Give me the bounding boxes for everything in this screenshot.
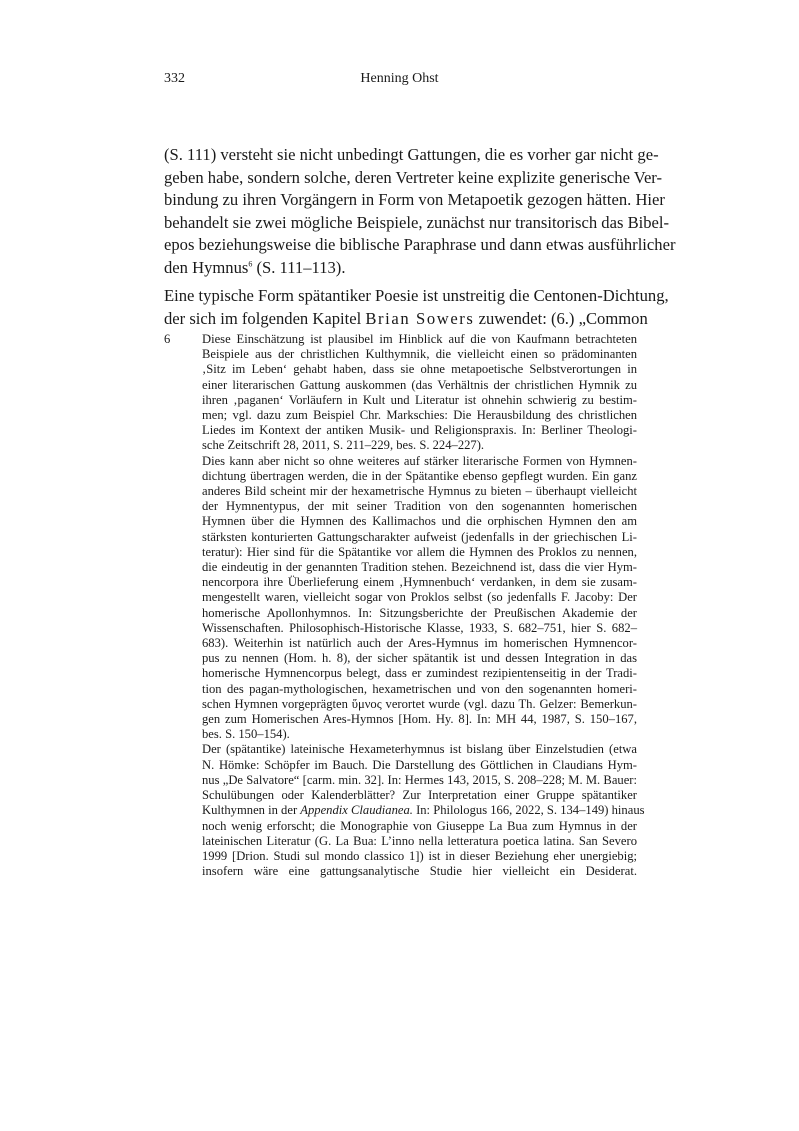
text-line bbox=[164, 257, 637, 280]
footnote-line: homerische Hymnencorpus belegt, dass er zumindest rezipientenseitig in der Tradi- bbox=[202, 666, 637, 681]
footnote-line: gen zum Homerischen Ares-Hymnos [Hom. Hy. 8]. In: MH 44, 1987, S. 150–167, bbox=[202, 712, 637, 727]
text-line: bindung zu ihren Vorgängern in Form von Metapoetik gezogen hätten. Hier bbox=[164, 190, 665, 210]
text-span: den Hymnus bbox=[164, 257, 249, 277]
footnote-line: sche Zeitschrift 28, 2011, S. 211–229, bes. S. 224–227). bbox=[202, 438, 485, 453]
text-line: geben habe, sondern solche, deren Vertreter keine explizite generische Ver- bbox=[164, 167, 663, 187]
footnote-line: nencorpora ihre Überlieferung einem ‚Hymnenbuch‘ verdanken, in dem sie zusam- bbox=[202, 575, 637, 590]
footnote-number: 6 bbox=[164, 332, 171, 346]
footnote-line: Hymnen über die Hymnen des Kallimachos und die orphischen Hymnen den am bbox=[202, 514, 637, 529]
footnote-line: 683). Weiterhin ist natürlich auch der Ares-Hymnus im homerischen Hymnencor- bbox=[202, 636, 637, 651]
body-paragraph-1 bbox=[164, 144, 676, 280]
footnote-line: mengestellt waren, vielleicht sogar von Proklos selbst (so jedenfalls F. Jacoby: Der bbox=[202, 590, 637, 605]
text-line: behandelt sie zwei mögliche Beispiele, zunächst nur transitorisch das Bibel- bbox=[164, 212, 670, 232]
footnote-line: dichtung übertragen werden, die in der Spätantike ebenso gepflegt wurden. Ein ganz bbox=[202, 468, 637, 483]
footnote-line: lateinischen Literatur (G. La Bua: L’inno nella letteratura poetica latina. San Severo bbox=[202, 833, 637, 848]
italic-title: Appendix Claudianea. bbox=[300, 803, 413, 818]
text-line: epos beziehungsweise die biblische Paraphrase und dann etwas ausführlicher bbox=[164, 235, 676, 255]
footnote-line: 1999 [Drion. Studi sul mondo classico 1]) ist in dieser Beziehung eher unergiebig; bbox=[202, 848, 637, 863]
footnote-line: insofern wäre eine gattungsanalytische Studie hier vielleicht ein Desiderat. bbox=[202, 864, 637, 879]
text-span: der sich im folgenden Kapitel bbox=[164, 308, 362, 328]
text-span: In: Philologus 166, 2022, S. 134–149) hinaus bbox=[412, 803, 645, 818]
footnote-line: bes. S. 150–154). bbox=[202, 727, 290, 742]
footnote-line bbox=[202, 803, 645, 818]
footnote-line: Schulübungen oder Kalenderblätter? Zur Interpretation einer Gruppe spätantiker bbox=[202, 788, 637, 803]
footnote-line: Dies kann aber nicht so ohne weiteres auf stärker literarische Formen von Hymnen- bbox=[202, 453, 637, 468]
footnote-line: ihren ‚paganen‘ Vorläufern in Kult und Literatur ist ohnehin schwierig zu bestim- bbox=[202, 392, 637, 407]
footnote-line: homerische Apollonhymnos. In: Sitzungsberichte der Preußischen Akademie der bbox=[202, 605, 637, 620]
text-line: Eine typische Form spätantiker Poesie ist unstreitig die Centonen-Dichtung, bbox=[164, 286, 669, 305]
footnote-line: die eindeutig in der genannten Tradition stehen. Bezeichnend ist, dass die vier Hym- bbox=[202, 560, 637, 575]
footnote-line: anderes Bild scheint mir der hexametrische Hymnus zu bieten – überhaupt vielleicht bbox=[202, 484, 637, 499]
text-span: Kulthymnen in der bbox=[202, 803, 301, 818]
footnote-line: Der (spätantike) lateinische Hexameterhymnus ist bislang über Einzelstudien (etwa bbox=[202, 742, 637, 757]
footnote-ref-6[interactable]: 6 bbox=[248, 259, 253, 269]
footnote-text bbox=[202, 332, 645, 879]
footnote-line: N. Hömke: Schöpfer im Bauch. Die Darstellung des Göttlichen in Claudians Hym- bbox=[202, 757, 637, 772]
body-paragraph-2 bbox=[164, 285, 669, 330]
footnote-line: tion des pagan-mythologischen, hexametrischen und von den sogenannten homeri- bbox=[202, 681, 637, 696]
text-span: zuwendet: (6.) „Common bbox=[478, 308, 648, 328]
footnote-line: schen Hymnen vorgeprägten ὕμνος verortet wurde (vgl. dazu Th. Gelzer: Bemerkun- bbox=[202, 696, 637, 711]
author-name: Brian Sowers bbox=[365, 308, 475, 328]
footnote-line: pus zu nennen (Hom. h. 8), der sicher spätantik ist und dessen Integration in das bbox=[202, 651, 637, 666]
footnote-line: nus „De Salvatore“ [carm. min. 32]. In: Hermes 143, 2015, S. 208–228; M. M. Bauer: bbox=[202, 772, 637, 787]
footnote-line: teratur): Hier sind für die Spätantike vor allem die Hymnen des Proklos zu nennen, bbox=[202, 544, 637, 559]
footnote-line: ‚Sitz im Leben‘ gehabt haben, dass sie ohne metapoetische Selbstverortungen in bbox=[202, 362, 637, 377]
text-line: (S. 111) versteht sie nicht unbedingt Gattungen, die es vorher gar nicht ge- bbox=[164, 145, 659, 164]
footnote-line: Liedes im Kontext der antiken Musik- und Religionspraxis. In: Berliner Theologi- bbox=[202, 423, 637, 438]
running-head: Henning Ohst bbox=[360, 71, 439, 86]
footnote-line: men; vgl. dazu zum Beispiel Chr. Markschies: Die Herausbildung des christlichen bbox=[202, 408, 637, 423]
text-line bbox=[164, 308, 648, 331]
text-span: (S. 111–113). bbox=[252, 257, 346, 277]
footnote-line: stärksten konturierten Gattungscharakter aufweist (jedenfalls in der griechischen Li- bbox=[202, 529, 637, 544]
footnote-line: Diese Einschätzung ist plausibel im Hinblick auf die von Kaufmann betrachteten bbox=[202, 332, 637, 346]
footnote-line: Wissenschaften. Philosophisch-Historische Klasse, 1933, S. 682–751, hier S. 682– bbox=[202, 620, 637, 635]
footnote-line: Beispiele aus der christlichen Kulthymnik, die vielleicht einen so prädominanten bbox=[202, 347, 637, 362]
footnote-line: noch wenig erforscht; die Monographie von Giuseppe La Bua zum Hymnus in der bbox=[202, 818, 637, 833]
page-number: 332 bbox=[164, 71, 185, 86]
footnote-line: einer literarischen Gattung auskommen (das Verhältnis der christlichen Hymnik zu bbox=[202, 377, 637, 392]
footnote-line: der Hymnentypus, der mit seiner Tradition von den sogenannten homerischen bbox=[202, 499, 637, 514]
